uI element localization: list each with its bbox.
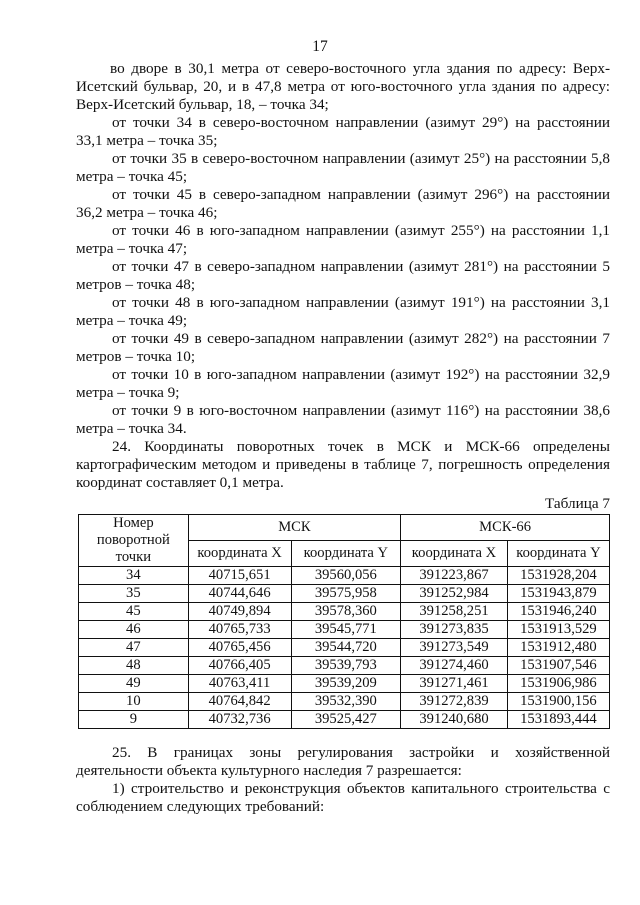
paragraph: от точки 10 в юго-западном направлении (азимут 192°) на расстоянии 32,9 метра – точка 9; bbox=[76, 366, 610, 401]
table-cell: 40715,651 bbox=[188, 567, 291, 585]
table-cell: 35 bbox=[79, 585, 189, 603]
table-cell: 1531907,546 bbox=[507, 657, 609, 675]
table-cell: 45 bbox=[79, 603, 189, 621]
header-point-number: Номер поворотной точки bbox=[79, 515, 189, 567]
table-cell: 391252,984 bbox=[401, 585, 508, 603]
table-cell: 48 bbox=[79, 657, 189, 675]
table-cell: 1531943,879 bbox=[507, 585, 609, 603]
paragraph: от точки 45 в северо-западном направлении (азимут 296°) на расстоянии 36,2 метра – точка 46; bbox=[76, 186, 610, 221]
table-cell: 49 bbox=[79, 675, 189, 693]
table-cell: 40732,736 bbox=[188, 711, 291, 729]
header-msk66-x: координата X bbox=[401, 541, 508, 567]
header-msk66: МСК-66 bbox=[401, 515, 610, 541]
table-cell: 1531946,240 bbox=[507, 603, 609, 621]
table-row bbox=[79, 585, 610, 603]
table-cell: 40764,842 bbox=[188, 693, 291, 711]
table-cell: 391223,867 bbox=[401, 567, 508, 585]
table-cell: 39532,390 bbox=[291, 693, 401, 711]
table-cell: 9 bbox=[79, 711, 189, 729]
paragraph: от точки 46 в юго-западном направлении (азимут 255°) на расстоянии 1,1 метра – точка 47; bbox=[76, 222, 610, 257]
table-cell: 1531906,986 bbox=[507, 675, 609, 693]
table-cell: 391271,461 bbox=[401, 675, 508, 693]
table-cell: 391258,251 bbox=[401, 603, 508, 621]
table-cell: 39539,793 bbox=[291, 657, 401, 675]
paragraph: от точки 35 в северо-восточном направлении (азимут 25°) на расстоянии 5,8 метра – точка 45; bbox=[76, 150, 610, 185]
description-text bbox=[76, 60, 610, 492]
table-cell: 39539,209 bbox=[291, 675, 401, 693]
table-cell: 39525,427 bbox=[291, 711, 401, 729]
paragraph: от точки 49 в северо-западном направлении (азимут 282°) на расстоянии 7 метров – точка 10; bbox=[76, 330, 610, 365]
table-cell: 40763,411 bbox=[188, 675, 291, 693]
table-cell: 1531928,204 bbox=[507, 567, 609, 585]
paragraph: 1) строительство и реконструкция объектов капитального строительства с соблюдением следующих требований: bbox=[76, 780, 610, 815]
header-msk-x: координата X bbox=[188, 541, 291, 567]
paragraph: от точки 34 в северо-восточном направлении (азимут 29°) на расстоянии 33,1 метра – точка 35; bbox=[76, 114, 610, 149]
table-cell: 391273,549 bbox=[401, 639, 508, 657]
header-msk: МСК bbox=[188, 515, 400, 541]
table-cell: 39560,056 bbox=[291, 567, 401, 585]
table-cell: 34 bbox=[79, 567, 189, 585]
table-cell: 391274,460 bbox=[401, 657, 508, 675]
table-cell: 391273,835 bbox=[401, 621, 508, 639]
table-cell: 39545,771 bbox=[291, 621, 401, 639]
table-caption: Таблица 7 bbox=[545, 495, 610, 512]
paragraph: от точки 47 в северо-западном направлении (азимут 281°) на расстоянии 5 метров – точка 48; bbox=[76, 258, 610, 293]
header-msk66-y: координата Y bbox=[507, 541, 609, 567]
table-row bbox=[79, 711, 610, 729]
table-row bbox=[79, 639, 610, 657]
table-cell: 40765,733 bbox=[188, 621, 291, 639]
table-cell: 47 bbox=[79, 639, 189, 657]
table-cell: 46 bbox=[79, 621, 189, 639]
table-row bbox=[79, 675, 610, 693]
coordinates-table bbox=[78, 514, 610, 729]
table-cell: 40765,456 bbox=[188, 639, 291, 657]
table-row bbox=[79, 567, 610, 585]
page-number: 17 bbox=[312, 38, 328, 55]
table-cell: 1531913,529 bbox=[507, 621, 609, 639]
table-cell: 1531893,444 bbox=[507, 711, 609, 729]
table-cell: 40749,894 bbox=[188, 603, 291, 621]
table-cell: 391240,680 bbox=[401, 711, 508, 729]
table-cell: 10 bbox=[79, 693, 189, 711]
table-row bbox=[79, 621, 610, 639]
table-cell: 39575,958 bbox=[291, 585, 401, 603]
table-cell: 1531912,480 bbox=[507, 639, 609, 657]
header-msk-y: координата Y bbox=[291, 541, 401, 567]
table-row bbox=[79, 657, 610, 675]
paragraph: 25. В границах зоны регулирования застройки и хозяйственной деятельности объекта культурного наследия 7 разрешается: bbox=[76, 744, 610, 779]
table-cell: 391272,839 bbox=[401, 693, 508, 711]
table-cell: 39544,720 bbox=[291, 639, 401, 657]
paragraph: от точки 9 в юго-восточном направлении (азимут 116°) на расстоянии 38,6 метра – точка 34. bbox=[76, 402, 610, 437]
table-row bbox=[79, 693, 610, 711]
table-cell: 40744,646 bbox=[188, 585, 291, 603]
bottom-text bbox=[76, 744, 610, 816]
table-row bbox=[79, 603, 610, 621]
paragraph: во дворе в 30,1 метра от северо-восточного угла здания по адресу: Верх-Исетский бульвар, 20, и в 47,8 метра от юго-восточного угла здания по адресу: Верх-Исетский бульвар, 18, – точка 34; bbox=[76, 60, 610, 113]
paragraph: от точки 48 в юго-западном направлении (азимут 191°) на расстоянии 3,1 метра – точка 49; bbox=[76, 294, 610, 329]
table-cell: 40766,405 bbox=[188, 657, 291, 675]
table-cell: 1531900,156 bbox=[507, 693, 609, 711]
paragraph: 24. Координаты поворотных точек в МСК и МСК-66 определены картографическим методом и приведены в таблице 7, погрешность определения координат составляет 0,1 метра. bbox=[76, 438, 610, 491]
table-cell: 39578,360 bbox=[291, 603, 401, 621]
